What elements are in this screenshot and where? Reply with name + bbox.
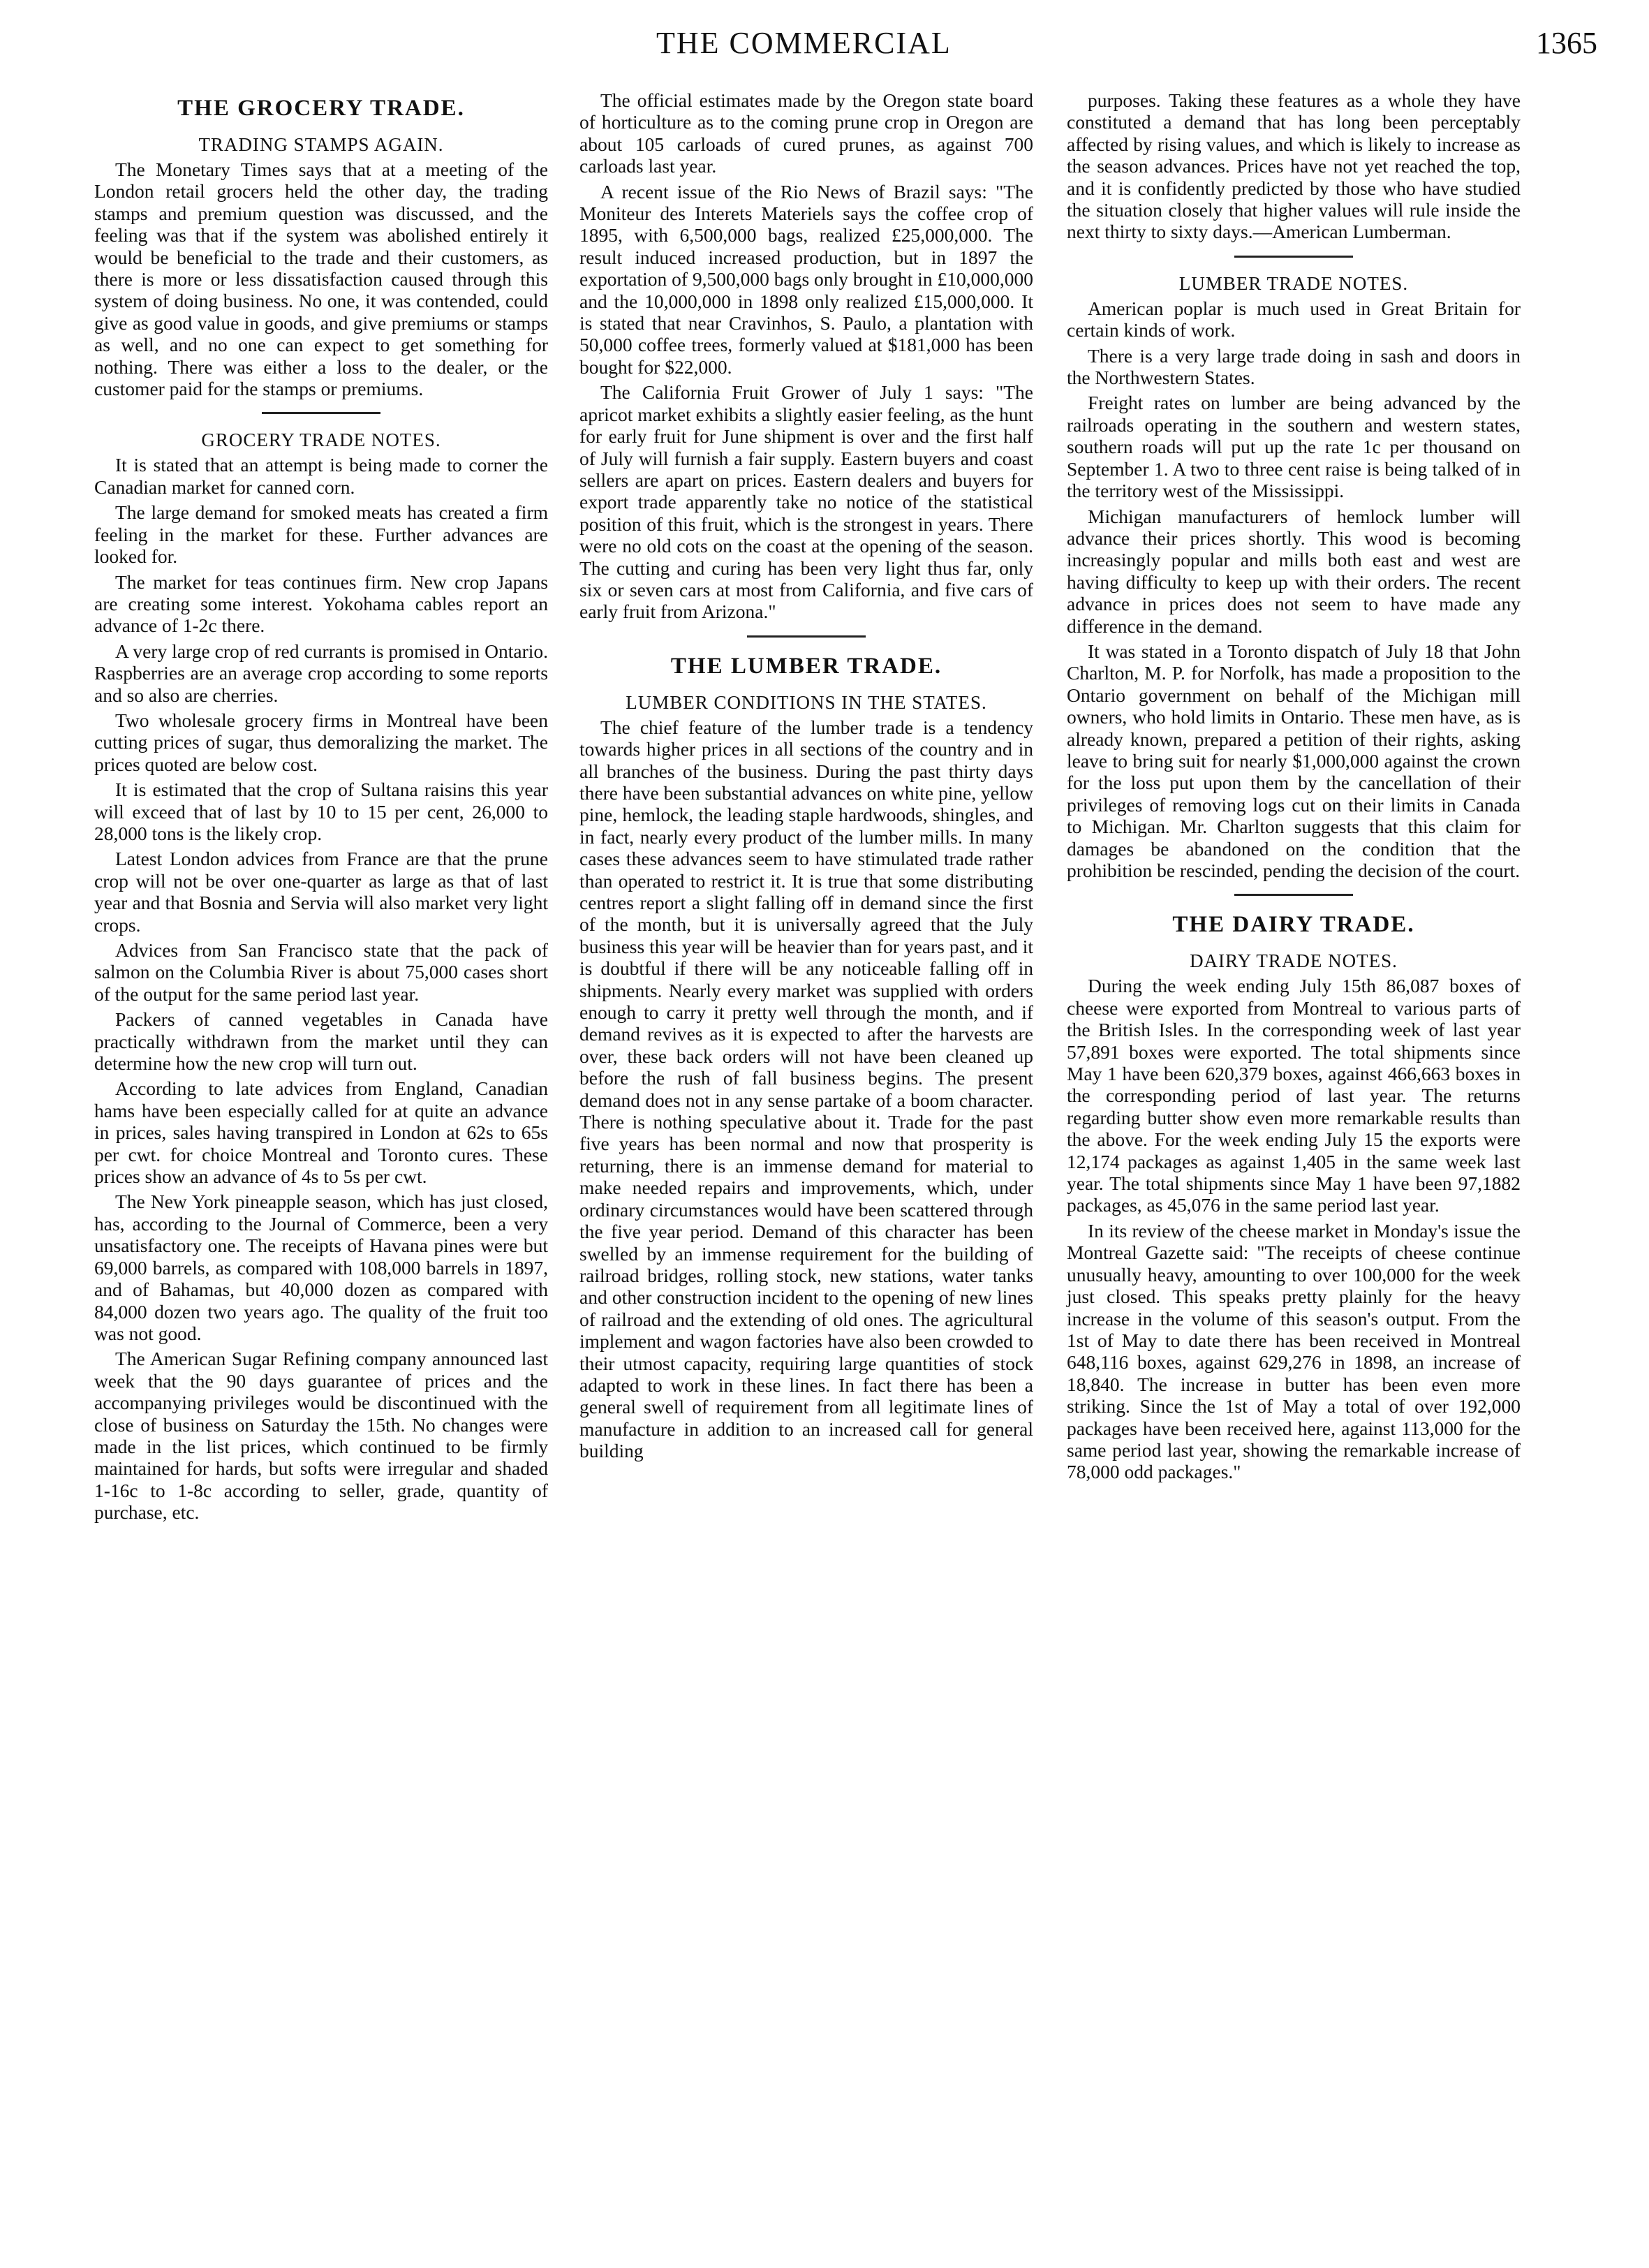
section-heading-grocery-trade: THE GROCERY TRADE.: [177, 96, 465, 121]
subheading-lumber-trade-notes: LUMBER TRADE NOTES.: [1178, 272, 1409, 294]
column-2: [579, 89, 1033, 1466]
article-paragraph: According to late advices from England, Canadian hams have been especially called for at quite an advance in prices, sales having transpired in London at 62s to 65s per cwt. for choice Montreal and Toronto cures. These prices show an advance of 4s to 5s per cwt.: [94, 1077, 548, 1188]
article-paragraph: It is stated that an attempt is being made to corner the Canadian market for canned corn.: [94, 454, 548, 498]
article-paragraph: Packers of canned vegetables in Canada have practically withdrawn from the market until they can determine how the new crop will turn out.: [94, 1008, 548, 1075]
article-paragraph: A very large crop of red currants is promised in Ontario. Raspberries are an average crop according to some reports and so also are cherries.: [94, 640, 548, 706]
article-paragraph: The large demand for smoked meats has created a firm feeling in the market for these. Further advances are looked for.: [94, 501, 548, 568]
article-paragraph: During the week ending July 15th 86,087 boxes of cheese were exported from Montreal to various parts of the British Isles. In the corresponding week of last year 57,891 boxes were exported. The total shipments since May 1 have been 620,379 boxes, against 466,663 boxes in the corresponding period of last year. The returns regarding butter show even more remarkable results than the above. For the week ending July 15 the exports were 12,174 packages as against 1,405 in the same week last year. The total shipments since May 1 have been 97,1882 packages, as 45,076 in the same period last year.: [1067, 975, 1521, 1216]
page-header: [0, 25, 1649, 74]
article-paragraph: Michigan manufacturers of hemlock lumber will advance their prices shortly. This wood is becoming increasingly popular and mills both east and west are having difficulty to keep up with their orders. The recent advance in prices does not seem to have made any difference in the demand.: [1067, 505, 1521, 637]
article-paragraph: Advices from San Francisco state that the pack of salmon on the Columbia River is about 75,000 cases short of the output for the same period last year.: [94, 939, 548, 1005]
section-divider: [747, 635, 866, 638]
subheading-grocery-trade-notes: GROCERY TRADE NOTES.: [201, 429, 441, 451]
article-paragraph: The official estimates made by the Oregon state board of horticulture as to the coming prune crop in Oregon are about 105 carloads of cured prunes, as against 700 carloads last year.: [579, 89, 1033, 177]
section-heading-lumber-trade: THE LUMBER TRADE.: [670, 653, 942, 679]
article-paragraph: Two wholesale grocery firms in Montreal have been cutting prices of sugar, thus demoralizing the market. The prices quoted are below cost.: [94, 709, 548, 775]
page-number: 1365: [1536, 26, 1597, 60]
article-paragraph: The market for teas continues firm. New crop Japans are creating some interest. Yokohama cables report an advance of 1-2c there.: [94, 570, 548, 637]
section-divider: [1234, 256, 1353, 258]
article-paragraph: American poplar is much used in Great Britain for certain kinds of work.: [1067, 297, 1521, 341]
article-paragraph: It is estimated that the crop of Sultana raisins this year will exceed that of last by 10 to 15 per cent, 26,000 to 28,000 tons is the likely crop.: [94, 779, 548, 844]
subheading-dairy-trade-notes: DAIRY TRADE NOTES.: [1190, 950, 1398, 972]
article-paragraph: purposes. Taking these features as a whole they have constituted a demand that has long been perceptably affected by rising values, and which is likely to increase as the season advances. Prices have not yet reached the top, and it is confidently predicted by those who have studied the situation closely that higher values will rule inside the next thirty to sixty days.—American Lumberman.: [1067, 89, 1521, 243]
section-divider: [1234, 894, 1353, 896]
article-paragraph: In its review of the cheese market in Monday's issue the Montreal Gazette said: "The receipts of cheese continue unusually heavy, amounting to over 100,000 for the week just closed. This speaks pretty plainly for the heavy increase in the volume of this season's output. From the 1st of May to date there has been received in Montreal 648,116 boxes, against 629,276 in 1898, an increase of 18,840. The increase in butter has been even more striking. Since the 1st of May a total of over 192,000 packages have been received here, against 113,000 for the same period last year, showing the remarkable increase of 78,000 odd packages.": [1067, 1219, 1521, 1483]
article-paragraph: The chief feature of the lumber trade is a tendency towards higher prices in all sections of the country and in all branches of the business. During the past thirty days there have been substantial advances on white pine, yellow pine, hemlock, the leading staple hardwoods, shingles, and in fact, nearly every product of the lumber mills. In many cases these advances seem to have stimulated trade rather than operated to restrict it. It is true that some distributing centres report a slight falling off in demand since the first of the month, but it is universally agreed that the July business this year will be heavier than for years past, and it is doubtful if there will be any noticeable falling off in shipments. Nearly every market was supplied with orders enough to carry it pretty well through the month, and if demand revives as it is expected to after the harvests are over, these back orders will not have been cleaned up before the rush of fall business begins. The present demand does not in any sense partake of a boom character. There is nothing speculative about it. Trade for the past five years has been normal and now that prosperity is returning, there is an immense demand for material to make needed repairs and improvements, which, under ordinary circumstances would have been scattered through the five year period. Demand of this character has been swelled by an immense requirement for the building of railroad bridges, rolling stock, new stations, water tanks and other construction incident to the opening of new lines of railroad and the extending of old ones. The agricultural implement and wagon factories have also been crowded to their utmost capacity, requiring large quantities of stock adapted to work in these lines. In fact there has been a general swell of requirement from all legitimate lines of manufacture in addition to an increased call for general building: [579, 716, 1033, 1462]
article-paragraph: The Monetary Times says that at a meeting of the London retail grocers held the other day, the trading stamps and premium question was discussed, and the feeling was that if the system was abolished entirely it would be beneficial to the trade and their customers, as there is more or less dissatisfaction caused through this system of doing business. No one, it was contended, could give as good value in goods, and give premiums or stamps as well, and no one can expect to get something for nothing. There was either a loss to the dealer, or the customer paid for the stamps or premiums.: [94, 159, 548, 400]
article-paragraph: Freight rates on lumber are being advanced by the railroads operating in the southern and western states, southern roads will put up the rate 1c per thousand on September 1. A two to three cent raise is being talked of in the territory west of the Mississippi.: [1067, 392, 1521, 502]
column-1: [94, 89, 548, 1527]
column-3: [1067, 89, 1521, 1487]
section-divider: [262, 412, 380, 414]
article-paragraph: The California Fruit Grower of July 1 says: "The apricot market exhibits a slightly easier feeling, as the hunt for early fruit for June shipment is over and the first half of July will furnish a fair supply. Eastern buyers and coast sellers are apart on prices. Eastern dealers and buyers for export trade apparently take no notice of the statistical position of this fruit, which is the strongest in years. There were no old cots on the coast at the opening of the season. The cutting and curing has been very light thus far, only six or seven cars at most from California, and five cars of early fruit from Arizona.": [579, 381, 1033, 623]
article-paragraph: It was stated in a Toronto dispatch of July 18 that John Charlton, M. P. for Norfolk, has made a proposition to the Ontario government on behalf of the Michigan mill owners, who hold limits in Ontario. These men have, as is already known, prepared a petition of their rights, asking leave to bring suit for nearly $1,000,000 against the crown for the loss put upon them by the cancellation of their privileges of removing logs cut on their limits in Canada to Michigan. Mr. Charlton suggests that this claim for damages be abandoned on the condition that the prohibition be rescinded, pending the decision of the court.: [1067, 640, 1521, 881]
article-paragraph: There is a very large trade doing in sash and doors in the Northwestern States.: [1067, 344, 1521, 389]
article-paragraph: The American Sugar Refining company announced last week that the 90 days guarantee of prices and the accompanying privileges would be discontinued with the close of business on Saturday the 15th. No changes were made in the list prices, which continued to be firmly maintained for hards, but softs were irregular and shaded 1-16c to 1-8c according to seller, grade, quantity of purchase, etc.: [94, 1348, 548, 1524]
subheading-lumber-conditions: LUMBER CONDITIONS IN THE STATES.: [626, 691, 987, 713]
section-heading-dairy-trade: THE DAIRY TRADE.: [1172, 912, 1415, 938]
article-paragraph: The New York pineapple season, which has just closed, has, according to the Journal of Commerce, been a very unsatisfactory one. The receipts of Havana pines were but 69,000 barrels, as compared with 108,000 barrels in 1897, and of Bahamas, but 40,000 dozen as compared with 84,000 dozen two years ago. The quality of the fruit too was not good.: [94, 1191, 548, 1344]
subheading-trading-stamps: TRADING STAMPS AGAIN.: [198, 134, 444, 155]
article-paragraph: A recent issue of the Rio News of Brazil says: "The Moniteur des Interets Materiels says the coffee crop of 1895, with 6,500,000 bags, realized £25,000,000. The result induced increased production, but in 1897 the exportation of 9,500,000 bags only brought in £10,000,000 and the 10,000,000 in 1898 only realized £15,000,000. It is stated that near Cravinhos, S. Paulo, a plantation with 50,000 coffee trees, formerly valued at $181,000 has been bought for $22,000.: [579, 180, 1034, 378]
publication-title: THE COMMERCIAL: [656, 26, 952, 60]
article-paragraph: Latest London advices from France are that the prune crop will not be over one-quarter as large as that of last year and that Bosnia and Servia will also market very light crops.: [94, 848, 548, 936]
